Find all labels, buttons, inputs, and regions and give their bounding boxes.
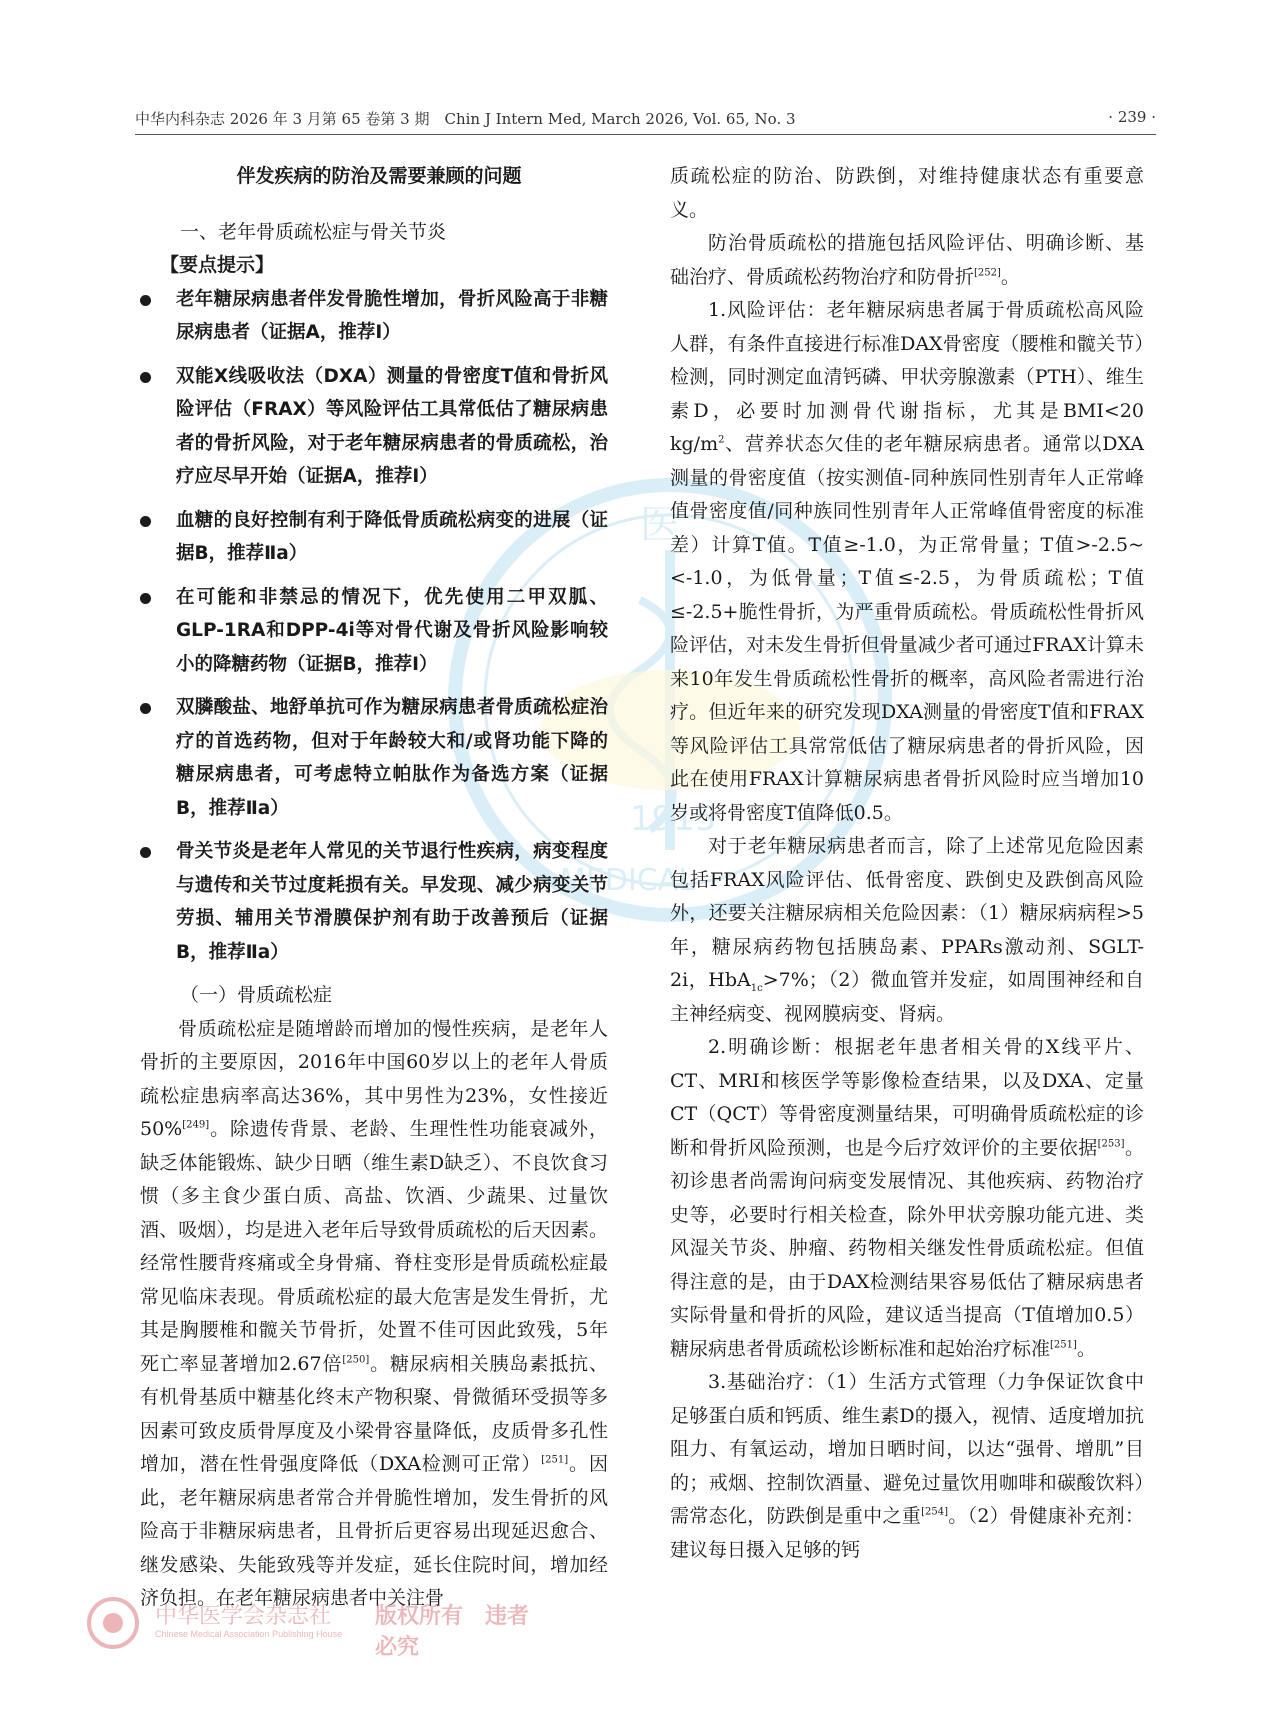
key-points-label: 【要点提示】 — [160, 254, 275, 276]
section-title: 伴发疾病的防治及需要兼顾的问题 — [236, 165, 522, 187]
bullet-icon — [140, 847, 151, 858]
publisher-emblem-icon — [85, 1595, 141, 1651]
citation-ref: [252] — [974, 267, 1001, 279]
key-point: 双能X线吸收法（DXA）测量的骨密度T值和骨折风险评估（FRAX）等风险评估工具常低估了糖尿病患者的骨折风险，对于老年糖尿病患者的骨质疏松，治疗应尽早开始（证据A，推荐Ⅰ） — [140, 360, 608, 494]
citation-ref: [249] — [182, 1119, 210, 1131]
right-column — [670, 160, 1144, 1567]
diagnosis-paragraph: 2.明确诊断：根据老年患者相关骨的X线平片、CT、MRI和核医学等影像检查结果，以及DXA、定量CT（QCT）等骨密度测量结果，可明确骨质疏松症的诊断和骨折风险预测，也是今后疗效评价的主要依据[253]。初诊患者尚需询问病变发展情况、其他疾病、药物治疗史等，必要时行相关检查，除外甲状旁腺功能亢进、类风湿关节炎、肿瘤、药物相关继发性骨质疏松症。但值得注意的是，由于DAX检测结果容易低估了糖尿病患者实际骨量和骨折的风险，建议适当提高（T值增加0.5）糖尿病患者骨质疏松诊断标准和起始治疗标准[251]。 — [670, 1036, 1144, 1360]
left-column — [140, 160, 608, 1616]
citation-ref: [254] — [921, 1506, 948, 1518]
bullet-icon — [140, 295, 151, 306]
citation-ref: [251] — [541, 1454, 569, 1466]
journal-citation: 中华内科杂志 2026 年 3 月第 65 卷第 3 期 Chin J Intern Med, March 2026, Vol. 65, No. 3 — [135, 110, 796, 128]
citation-ref: [251] — [1050, 1339, 1077, 1351]
copyright-slogan: 版权所有 违者必究 — [375, 1604, 530, 1660]
basic-treatment-paragraph: 3.基础治疗：（1）生活方式管理（力争保证饮食中足够蛋白质和钙质、维生素D的摄入，视情、适度增加抗阻力、有氧运动，增加日晒时间，以达“强骨、增肌”目的；戒烟、控制饮酒量、避免过量饮用咖啡和碳酸饮料）需常态化，防跌倒是重中之重[254]。（2）骨健康补充剂：建议每日摄入足够的钙 — [670, 1371, 1144, 1561]
body-paragraph: 防治骨质疏松的措施包括风险评估、明确诊断、基础治疗、骨质疏松药物治疗和防骨折[252]。 — [670, 232, 1144, 288]
citation-ref: [250] — [342, 1354, 370, 1366]
bullet-icon — [140, 372, 151, 383]
page-number: · 239 · — [1108, 108, 1156, 126]
watermark-text-bottom: MEDICAL — [560, 863, 695, 898]
key-point: 双膦酸盐、地舒单抗可作为糖尿病患者骨质疏松症治疗的首选药物，但对于年龄较大和/或肾功能下降的糖尿病患者，可考虑特立帕肽作为备选方案（证据B，推荐Ⅱa） — [140, 691, 608, 825]
key-point: 老年糖尿病患者伴发骨脆性增加，骨折风险高于非糖尿病患者（证据A，推荐Ⅰ） — [140, 283, 608, 350]
key-point: 在可能和非禁忌的情况下，优先使用二甲双胍、GLP-1RA和DPP-4i等对骨代谢及骨折风险影响较小的降糖药物（证据B，推荐Ⅰ） — [140, 581, 608, 682]
running-header — [135, 104, 1156, 135]
risk-factors-paragraph: 对于老年糖尿病患者而言，除了上述常见危险因素包括FRAX风险评估、低骨密度、跌倒史及跌倒高风险外，还要关注糖尿病相关危险因素：（1）糖尿病病程>5年，糖尿病药物包括胰岛素、PPARs激动剂、SGLT-2i，HbA$_{1c}$>7%；（2）微血管并发症，如周围神经和自主神经病变、视网膜病变、肾病。 — [670, 835, 1144, 1025]
key-points-list — [140, 283, 608, 970]
citation-ref: [253] — [1097, 1138, 1125, 1150]
key-point: 骨关节炎是老年人常见的关节退行性疾病，病变程度与遗传和关节过度耗损有关。早发现、减少病变关节劳损、辅用关节滑膜保护剂有助于改善预后（证据B，推荐Ⅱa） — [140, 835, 608, 969]
watermark-text-top: 医 — [640, 502, 680, 548]
watermark-year: 1915 — [630, 799, 717, 839]
bullet-icon — [140, 516, 151, 527]
publisher-logo — [85, 1595, 545, 1660]
sub-heading-osteoporosis: （一）骨质疏松症 — [180, 984, 333, 1006]
bullet-icon — [140, 703, 151, 714]
risk-assessment-paragraph: 1.风险评估：老年糖尿病患者属于骨质疏松高风险人群，有条件直接进行标准DAX骨密度（腰椎和髋关节）检测，同时测定血清钙磷、甲状旁腺激素（PTH）、维生素D，必要时加测骨代谢指标，尤其是BMI<20 $kg/m^2$、营养状态欠佳的老年糖尿病患者。通常以DXA测量的骨密度值（按实测值-同种族同性别青年人正常峰值骨密度值/同种族同性别青年人正常峰值骨密度的标准差）计算T值。T值≥-1.0，为正常骨量；T值>-2.5~<-1.0，为低骨量；T值≤-2.5，为骨质疏松；T值≤-2.5+脆性骨折，为严重骨质疏松。骨质疏松性骨折风险评估，对未发生骨折但骨量减少者可通过FRAX计算未来10年发生骨质疏松性骨折的概率，高风险者需进行治疗。但近年来的研究发现DXA测量的骨密度T值和FRAX等风险评估工具常常低估了糖尿病患者的骨折风险，因此在使用FRAX计算糖尿病患者骨折风险时应当增加10岁或将骨密度T值降低0.5。 — [670, 299, 1144, 824]
heading-osteoporosis-arthritis: 一、老年骨质疏松症与骨关节炎 — [180, 220, 447, 243]
body-paragraph: 骨质疏松症是随增龄而增加的慢性疾病，是老年人骨折的主要原因，2016年中国60岁以上的老年人骨质疏松症患病率高达36%，其中男性为23%，女性接近50%[249]。除遗传背景、老龄、生理性性功能衰减外，缺乏体能锻炼、缺少日晒（维生素D缺乏）、不良饮食习惯（多主食少蛋白质、高盐、饮酒、少蔬果、过量饮酒、吸烟），均是进入老年后导致骨质疏松的后天因素。经常性腰背疼痛或全身骨痛、脊柱变形是骨质疏松症最常见临床表现。骨质疏松症的最大危害是发生骨折，尤其是胸腰椎和髋关节骨折，处置不佳可因此致残，5年死亡率显著增加2.67倍[250]。糖尿病相关胰岛素抵抗、有机骨基质中糖基化终末产物积聚、骨微循环受损等多因素可致皮质骨厚度及小梁骨容量降低，皮质骨多孔性增加，潜在性骨强度降低（DXA检测可正常）[251]。因此，老年糖尿病患者常合并骨脆性增加，发生骨折的风险高于非糖尿病患者，且骨折后更容易出现延迟愈合、继发感染、失能致残等并发症，延长住院时间，增加经济负担。在老年糖尿病患者中关注骨 — [140, 1017, 608, 1609]
publisher-name-en: Chinese Medical Association Publishing House — [155, 1629, 343, 1639]
bullet-icon — [140, 593, 151, 604]
publisher-name-cn: 中华医学会杂志社 — [155, 1604, 332, 1629]
body-paragraph-continued: 质疏松症的防治、防跌倒，对维持健康状态有重要意义。 — [670, 165, 1144, 221]
key-point: 血糖的良好控制有利于降低骨质疏松病变的进展（证据B，推荐Ⅱa） — [140, 504, 608, 571]
